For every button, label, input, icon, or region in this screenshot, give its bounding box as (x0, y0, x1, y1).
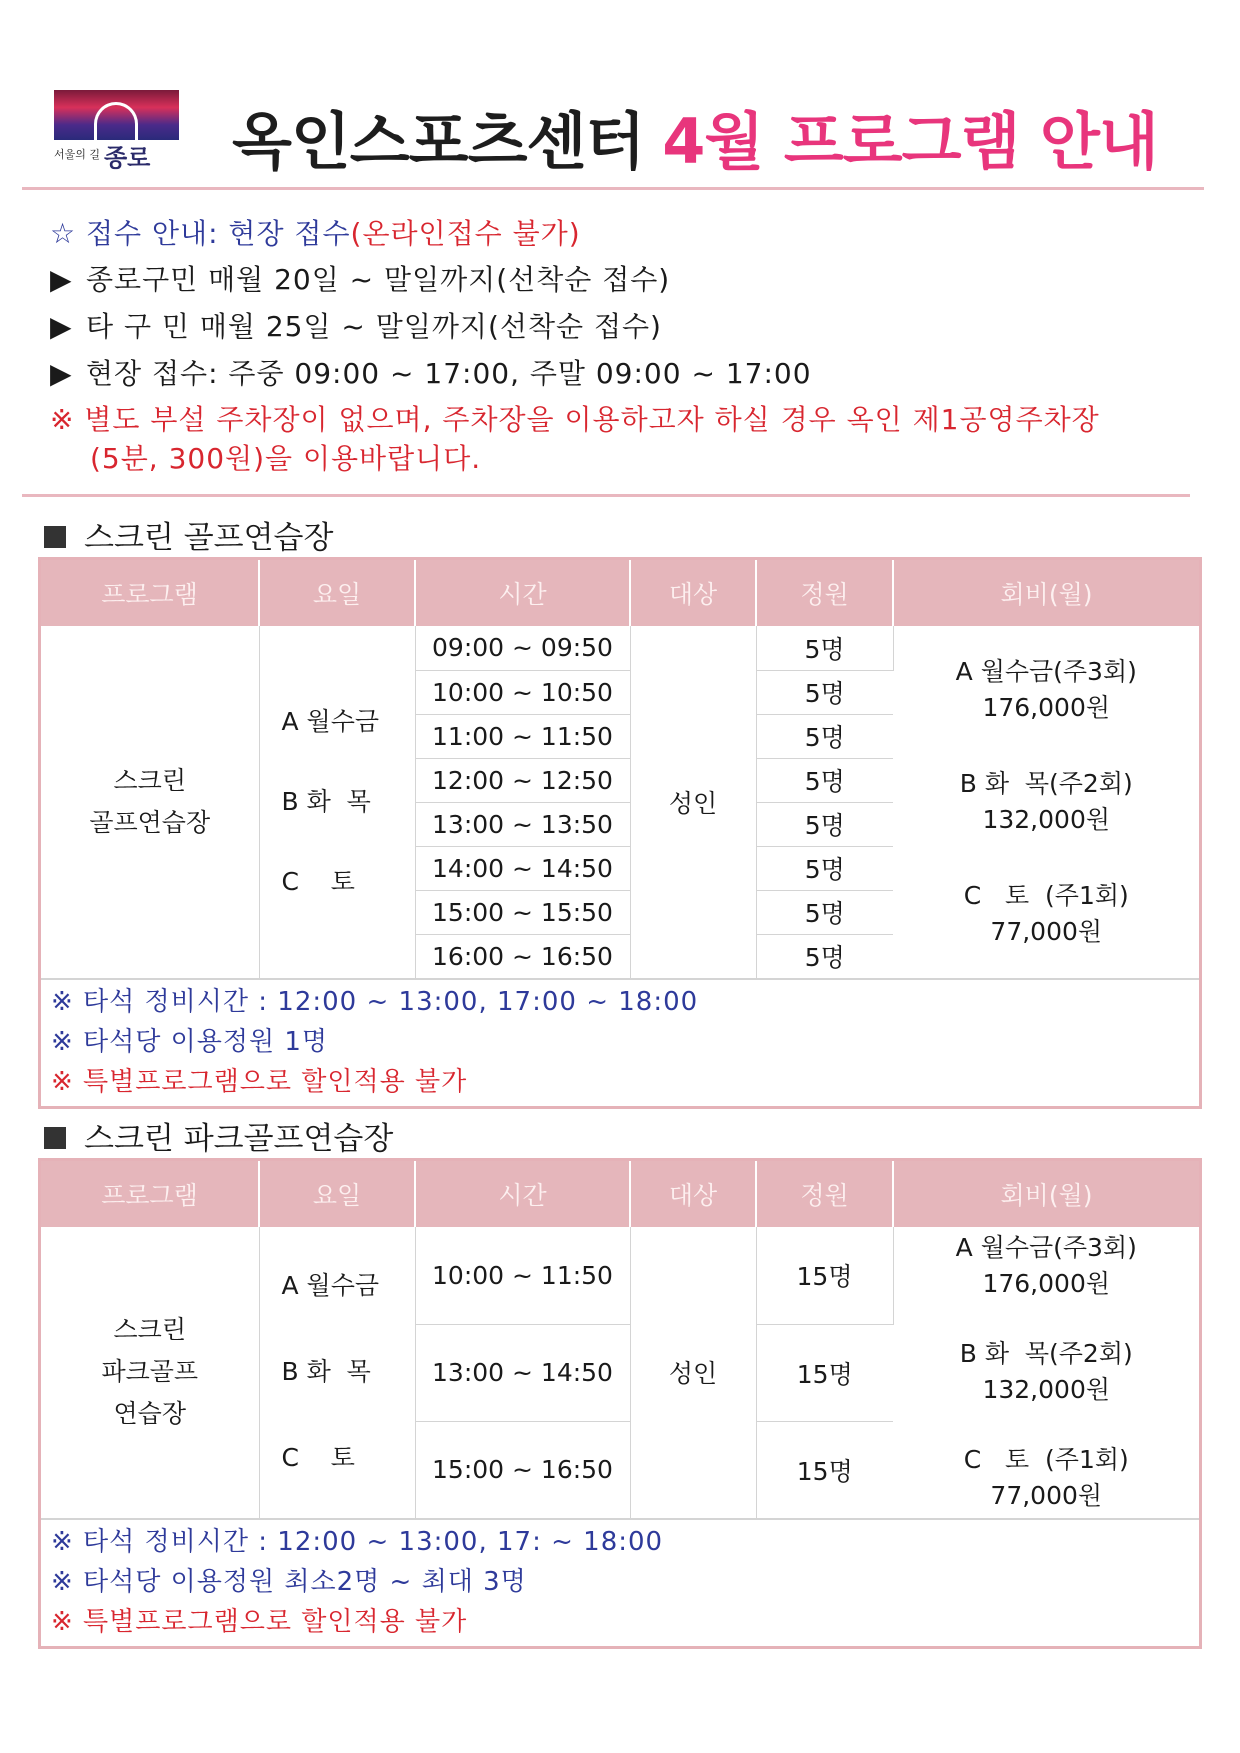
time-cell: 13:00 ~ 13:50 (415, 802, 630, 846)
time-cell: 14:00 ~ 14:50 (415, 846, 630, 890)
header-target: 대상 (630, 1161, 756, 1227)
page-title (232, 92, 1158, 181)
fee-option (894, 878, 1200, 950)
days-option: B 화 목 (281, 786, 371, 816)
logo-small-text: 서울의 길 (54, 148, 101, 161)
notice-resident (50, 258, 670, 298)
logo-emblem (54, 90, 179, 140)
notice-parking-cont: (5분, 300원)을 이용바랍니다. (90, 442, 482, 475)
notice-parking: ※ 별도 부설 주차장이 없으며, 주차장을 이용하고자 하실 경우 옥인 제1공영주차장 (50, 403, 1100, 436)
time-cell: 10:00 ~ 11:50 (415, 1227, 630, 1324)
fee-label: C 토 (주1회) (963, 1445, 1129, 1475)
time-cell: 10:00 ~ 10:50 (415, 670, 630, 714)
capacity-cell: 15명 (756, 1227, 893, 1324)
days-option: B 화 목 (281, 1357, 371, 1387)
notice-online-unavailable: (온라인접수 불가) (350, 217, 581, 250)
jongno-logo (54, 90, 179, 172)
fee-option (894, 1230, 1200, 1302)
fee-label: B 화 목(주2회) (959, 768, 1133, 798)
header-days: 요일 (259, 1161, 415, 1227)
time-cell: 09:00 ~ 09:50 (415, 626, 630, 670)
fee-label: C 토 (주1회) (963, 880, 1129, 910)
section-title-golf (44, 512, 333, 557)
capacity-cell: 5명 (756, 670, 893, 714)
note-capacity-per-bay: ※ 타석당 이용정원 최소2명 ~ 최대 3명 (51, 1566, 527, 1597)
notes-block (41, 1519, 1199, 1646)
capacity-cell: 5명 (756, 714, 893, 758)
days-option: A 월수금 (281, 706, 379, 736)
notice-registration-text: ☆ 접수 안내: 현장 접수 (50, 217, 351, 250)
square-bullet-icon (44, 1127, 66, 1149)
target-cell: 성인 (630, 626, 756, 978)
notice-onsite-hours-text: 현장 접수: 주중 09:00 ~ 17:00, 주말 09:00 ~ 17:00 (86, 357, 812, 390)
notice-onsite-hours (50, 352, 812, 392)
square-bullet-icon (44, 526, 66, 548)
notes-block (41, 979, 1199, 1106)
capacity-cell: 5명 (756, 802, 893, 846)
time-cell: 16:00 ~ 16:50 (415, 934, 630, 978)
header-capacity: 정원 (756, 560, 893, 626)
time-cell: 13:00 ~ 14:50 (415, 1324, 630, 1421)
fee-price: 77,000원 (990, 916, 1103, 946)
triangle-bullet-icon: ▶ (50, 357, 73, 390)
target-cell: 성인 (630, 1227, 756, 1518)
fee-label: A 월수금(주3회) (955, 656, 1137, 686)
section-title-parkgolf (44, 1113, 393, 1158)
capacity-cell: 15명 (756, 1324, 893, 1421)
days-cell (259, 626, 415, 978)
divider (22, 494, 1190, 497)
note-no-discount: ※ 특별프로그램으로 할인적용 불가 (51, 1066, 468, 1097)
capacity-cell: 5명 (756, 934, 893, 978)
capacity-cell: 15명 (756, 1421, 893, 1518)
program-name: 스크린 골프연습장 (41, 626, 259, 978)
capacity-cell: 5명 (756, 890, 893, 934)
notice-nonresident-text: 타 구 민 매월 25일 ~ 말일까지(선착순 접수) (86, 310, 662, 343)
fee-label: B 화 목(주2회) (959, 1339, 1133, 1369)
fee-option (894, 1336, 1200, 1408)
capacity-cell: 5명 (756, 758, 893, 802)
title-center-name: 옥인스포츠센터 (232, 105, 645, 178)
notice-registration (50, 212, 581, 252)
program-name: 스크린 파크골프 연습장 (41, 1227, 259, 1518)
note-maintenance-hours: ※ 타석 정비시간 : 12:00 ~ 13:00, 17: ~ 18:00 (51, 1526, 664, 1557)
header-program: 프로그램 (41, 1161, 259, 1227)
days-option: C 토 (281, 1443, 355, 1473)
header-fee: 회비(월) (893, 1161, 1199, 1227)
fee-cell (893, 626, 1199, 978)
table-row (41, 626, 1199, 670)
time-cell: 15:00 ~ 16:50 (415, 1421, 630, 1518)
time-cell: 15:00 ~ 15:50 (415, 890, 630, 934)
header-time: 시간 (415, 560, 630, 626)
section-title-parkgolf-text: 스크린 파크골프연습장 (84, 1121, 394, 1157)
table-header-row (41, 1161, 1199, 1227)
golf-schedule-table (38, 557, 1202, 1109)
header-program: 프로그램 (41, 560, 259, 626)
fee-option (894, 766, 1200, 838)
notice-nonresident (50, 305, 662, 345)
divider (22, 187, 1204, 190)
title-highlight: 4월 프로그램 안내 (662, 105, 1158, 178)
fee-label: A 월수금(주3회) (955, 1233, 1137, 1263)
table-header-row (41, 560, 1199, 626)
header-target: 대상 (630, 560, 756, 626)
fee-price: 176,000원 (982, 1269, 1111, 1299)
table-row (41, 1227, 1199, 1324)
section-title-golf-text: 스크린 골프연습장 (84, 520, 334, 556)
logo-main-text: 종로 (104, 144, 151, 172)
triangle-bullet-icon: ▶ (50, 310, 73, 343)
fee-option (894, 1442, 1200, 1514)
days-option: A 월수금 (281, 1271, 379, 1301)
header-time: 시간 (415, 1161, 630, 1227)
days-cell (259, 1227, 415, 1518)
time-cell: 12:00 ~ 12:50 (415, 758, 630, 802)
parkgolf-schedule-table (38, 1158, 1202, 1649)
notice-resident-text: 종로구민 매월 20일 ~ 말일까지(선착순 접수) (86, 263, 671, 296)
header-days: 요일 (259, 560, 415, 626)
header-fee: 회비(월) (893, 560, 1199, 626)
days-option: C 토 (281, 866, 355, 896)
capacity-cell: 5명 (756, 626, 893, 670)
fee-price: 176,000원 (982, 692, 1111, 722)
note-maintenance-hours: ※ 타석 정비시간 : 12:00 ~ 13:00, 17:00 ~ 18:00 (51, 986, 699, 1017)
triangle-bullet-icon: ▶ (50, 263, 73, 296)
note-no-discount: ※ 특별프로그램으로 할인적용 불가 (51, 1606, 468, 1637)
note-capacity-per-bay: ※ 타석당 이용정원 1명 (51, 1026, 329, 1057)
time-cell: 11:00 ~ 11:50 (415, 714, 630, 758)
capacity-cell: 5명 (756, 846, 893, 890)
header-capacity: 정원 (756, 1161, 893, 1227)
fee-price: 132,000원 (982, 804, 1111, 834)
fee-price: 77,000원 (990, 1481, 1103, 1511)
fee-price: 132,000원 (982, 1375, 1111, 1405)
page-header (0, 0, 1240, 195)
fee-cell (893, 1227, 1199, 1518)
fee-option (894, 654, 1200, 726)
